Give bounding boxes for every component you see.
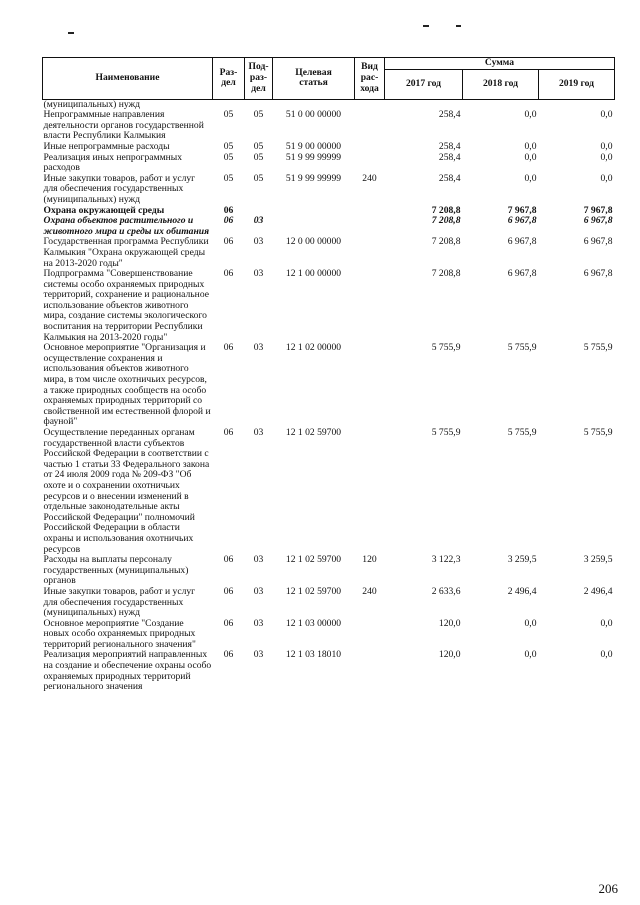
table-row <box>43 555 615 587</box>
row-target: 12 0 00 00000 <box>285 236 342 248</box>
row-sum-2017: 258,4 <box>438 140 461 152</box>
row-sum-2019: 5 755,9 <box>583 342 613 354</box>
row-name: Охрана объектов растительного и животного мира и среды их обитания <box>43 215 210 237</box>
row-sum-2017: 258,4 <box>438 172 461 184</box>
row-expense-type <box>355 206 385 217</box>
row-sum-2019: 0,0 <box>600 172 613 184</box>
row-sum-2019: 3 259,5 <box>583 554 613 566</box>
row-sum-2019: 0,0 <box>600 109 613 121</box>
row-podrazdel: 05 <box>253 151 264 163</box>
header-year-2019: 2019 год <box>539 69 615 99</box>
table-body <box>43 99 615 693</box>
row-sum-2019: 0,0 <box>600 617 613 629</box>
row-sum-2017: 7 208,8 <box>431 268 461 280</box>
row-sum-2018: 6 967,8 <box>507 236 537 248</box>
table-row <box>43 110 615 142</box>
row-name: Реализация иных непрограммных расходов <box>43 151 183 174</box>
row-podrazdel: 05 <box>253 109 264 121</box>
row-target <box>273 216 355 237</box>
row-sum-2017: 3 122,3 <box>431 554 461 566</box>
row-target: 51 9 99 99999 <box>285 172 342 184</box>
row-name: Непрограммные направления деятельности органов государственной власти Республики Калмыкия <box>43 109 204 142</box>
row-sum-2017: 7 208,8 <box>431 204 461 216</box>
row-podrazdel: 03 <box>253 268 264 280</box>
row-target: 51 9 99 99999 <box>285 151 342 163</box>
table-row <box>43 587 615 619</box>
row-sum-2018: 7 967,8 <box>507 204 537 216</box>
row-sum-2018: 5 755,9 <box>507 342 537 354</box>
row-podrazdel: 03 <box>253 649 264 661</box>
row-sum-2017: 7 208,8 <box>431 215 461 227</box>
row-razdel: 05 <box>223 109 234 121</box>
scan-mark <box>456 25 461 27</box>
row-name: Осуществление переданных органам государственной власти субъектов Российской Федерации в соответствии с частью 1 статьи 33 Федерального закона от 24 июля 2009 года № 209-ФЗ "Об охоте и о сохранении охотничьих ресурсов и о внесении изменений в отдельные законодательные акты Российской Федерации" полномочий Российской Федерации в области охраны и использования охотничьих ресурсов <box>43 427 210 555</box>
row-expense-type <box>355 153 385 174</box>
header-year-2017: 2017 год <box>385 69 463 99</box>
row-sum-2018: 5 755,9 <box>507 427 537 438</box>
row-podrazdel: 05 <box>253 140 264 152</box>
row-name: Реализация мероприятий направленных на создание и обеспечение охраны особо охраняемых природных территорий регионального значения <box>43 649 212 693</box>
row-name: Основное мероприятие "Создание новых особо охраняемых природных территорий регионального значения" <box>43 617 196 650</box>
row-sum-2018: 0,0 <box>524 172 537 184</box>
row-razdel: 05 <box>223 140 234 152</box>
row-sum-2018: 0,0 <box>524 109 537 121</box>
row-sum-2017: 5 755,9 <box>431 427 461 438</box>
row-sum-2019: 5 755,9 <box>583 427 613 438</box>
table-row <box>43 343 615 428</box>
row-expense-type <box>355 142 385 153</box>
row-name: Иные непрограммные расходы <box>43 140 170 152</box>
row-sum-2019: 6 967,8 <box>583 215 613 227</box>
row-sum-2017: 5 755,9 <box>431 342 461 354</box>
table-row <box>43 142 615 153</box>
header-target: Целевая статья <box>273 58 355 100</box>
table-row <box>43 619 615 651</box>
row-sum-2018: 6 967,8 <box>507 268 537 280</box>
row-podrazdel: 03 <box>253 427 264 438</box>
row-podrazdel: 05 <box>253 172 264 184</box>
row-name: (муниципальных) нужд <box>43 98 141 110</box>
table-header <box>43 58 615 100</box>
row-razdel: 06 <box>223 268 234 280</box>
row-expense-type <box>355 110 385 142</box>
row-razdel: 05 <box>223 151 234 163</box>
row-sum-2017: 7 208,8 <box>431 236 461 248</box>
table-row <box>43 216 615 237</box>
table-row <box>43 269 615 343</box>
row-sum-2018: 2 496,4 <box>507 585 537 597</box>
row-podrazdel: 03 <box>253 617 264 629</box>
page-number: 206 <box>598 881 618 896</box>
row-name: Расходы на выплаты персоналу государственных (муниципальных) органов <box>43 554 189 587</box>
row-sum-2018: 0,0 <box>524 140 537 152</box>
row-sum-2018: 0,0 <box>524 649 537 661</box>
row-sum-2019: 0,0 <box>600 151 613 163</box>
table-row <box>43 237 615 269</box>
row-razdel: 06 <box>223 342 234 354</box>
row-target: 12 1 02 00000 <box>285 342 342 354</box>
row-sum-2019: 0,0 <box>600 140 613 152</box>
scan-mark <box>68 32 74 34</box>
row-target: 12 1 00 00000 <box>285 268 342 280</box>
row-sum-2019: 7 967,8 <box>583 204 613 216</box>
row-razdel: 06 <box>223 617 234 629</box>
header-sum: Сумма <box>385 58 615 70</box>
row-expense-type <box>355 619 385 651</box>
row-name: Охрана окружающей среды <box>43 204 165 216</box>
header-name: Наименование <box>43 58 213 100</box>
row-sum-2017: 120,0 <box>438 617 461 629</box>
row-expense-type <box>355 237 385 269</box>
row-razdel: 05 <box>223 172 234 184</box>
row-expense-type <box>355 343 385 428</box>
row-razdel: 06 <box>223 649 234 661</box>
header-razdel: Раз- дел <box>213 58 245 100</box>
row-expense-type: 240 <box>362 585 377 597</box>
row-sum-2019: 6 967,8 <box>583 268 613 280</box>
table-row <box>43 174 615 206</box>
table-row <box>43 650 615 692</box>
scan-mark <box>423 25 429 27</box>
row-podrazdel: 03 <box>253 236 264 248</box>
row-target: 12 1 02 59700 <box>285 554 342 566</box>
row-expense-type <box>355 650 385 692</box>
row-podrazdel: 03 <box>253 342 264 354</box>
row-sum-2018: 3 259,5 <box>507 554 537 566</box>
table-row <box>43 153 615 174</box>
row-target <box>273 206 355 217</box>
row-razdel: 06 <box>223 585 234 597</box>
row-target: 12 1 02 59700 <box>285 427 342 438</box>
row-target: 12 1 02 59700 <box>285 585 342 597</box>
row-target: 12 1 03 18010 <box>285 649 342 661</box>
budget-table <box>42 57 615 693</box>
row-sum-2017: 258,4 <box>438 109 461 121</box>
row-expense-type: 240 <box>362 172 377 184</box>
row-sum-2018: 0,0 <box>524 617 537 629</box>
row-razdel: 06 <box>223 236 234 248</box>
row-name: Подпрограмма "Совершенствование системы особо охраняемых природных территорий, сохранение и рациональное использование объектов животного мира, создание системы экологического воспитания на территории Республики Калмыкия на 2013-2020 годы" <box>43 268 209 343</box>
row-podrazdel: 03 <box>253 585 264 597</box>
row-sum-2019: 0,0 <box>600 649 613 661</box>
row-razdel: 06 <box>223 204 234 216</box>
row-target: 12 1 03 00000 <box>285 617 342 629</box>
row-expense-type: 120 <box>362 554 377 566</box>
table-row <box>43 428 615 555</box>
row-name: Иные закупки товаров, работ и услуг для обеспечения государственных (муниципальных) нужд <box>43 585 196 619</box>
row-name: Иные закупки товаров, работ и услуг для обеспечения государственных (муниципальных) нужд <box>43 172 196 205</box>
row-expense-type <box>355 428 385 555</box>
row-expense-type <box>355 216 385 237</box>
header-year-2018: 2018 год <box>463 69 539 99</box>
row-razdel: 06 <box>223 215 234 227</box>
row-sum-2019: 6 967,8 <box>583 236 613 248</box>
row-podrazdel: 03 <box>253 554 264 566</box>
header-podrazdel: Под- раз- дел <box>245 58 273 100</box>
row-target: 51 0 00 00000 <box>285 109 342 121</box>
row-sum-2018: 0,0 <box>524 151 537 163</box>
row-sum-2017: 258,4 <box>438 151 461 163</box>
row-name: Государственная программа Республики Калмыкия "Охрана окружающей среды на 2013-2020 годы" <box>43 236 209 269</box>
row-sum-2018: 6 967,8 <box>507 215 537 227</box>
row-razdel: 06 <box>223 554 234 566</box>
row-sum-2017: 2 633,6 <box>431 585 461 597</box>
row-name: Основное мероприятие "Организация и осуществление сохранения и использования объектов животного мира, в том числе охотничьих ресурсов, а также природных сообществ на особо охраняемых природных территорий со свойственной им естественной флорой и фауной" <box>43 342 211 428</box>
row-sum-2019: 2 496,4 <box>583 585 613 597</box>
row-expense-type <box>355 269 385 343</box>
row-target: 51 9 00 00000 <box>285 140 342 152</box>
row-expense-type <box>355 99 385 110</box>
row-razdel: 06 <box>223 427 234 438</box>
row-sum-2017: 120,0 <box>438 649 461 661</box>
header-expense-type: Вид рас- хода <box>355 58 385 100</box>
row-podrazdel: 03 <box>253 215 264 227</box>
